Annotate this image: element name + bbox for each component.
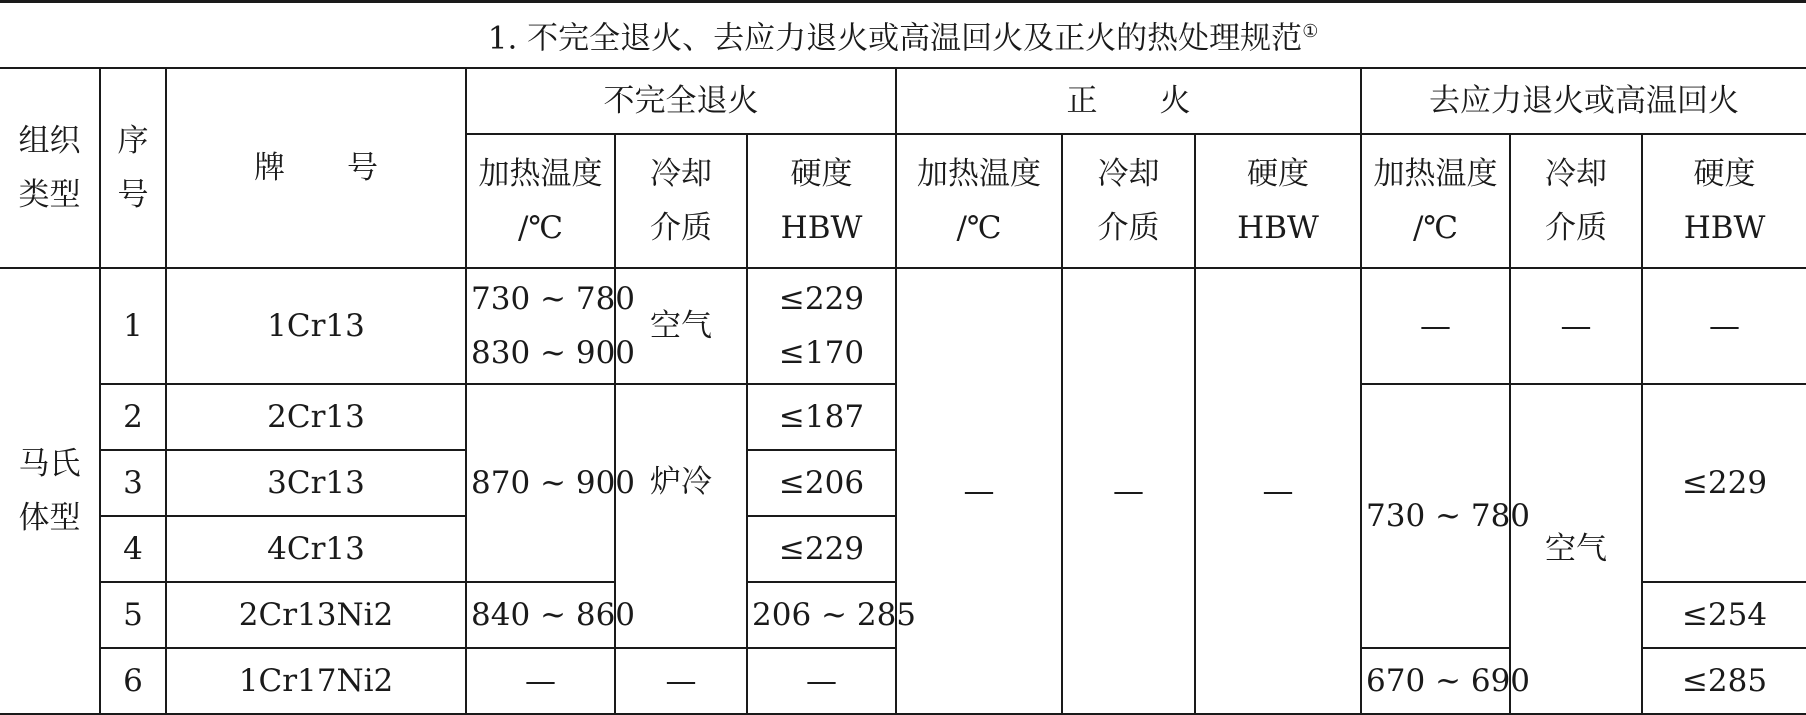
table-caption [0,2,1806,69]
normalize-hard-cell: — [1195,268,1361,714]
anneal-hard-cell: — [747,648,896,714]
header-stress-cool: 冷却 介质 [1510,134,1642,268]
header-normalize-hard: 硬度 HBW [1195,134,1361,268]
anneal-cool-cell: 炉冷 [615,384,747,648]
header-anneal-cool: 冷却 介质 [615,134,747,268]
header-group-stress: 去应力退火或高温回火 [1361,68,1806,134]
header-anneal-temp: 加热温度 /℃ [466,134,615,268]
header-normalize-temp: 加热温度 /℃ [896,134,1062,268]
header-stress-temp: 加热温度 /℃ [1361,134,1510,268]
stress-temp-cell: — [1361,268,1510,384]
anneal-temp-cell: 840 ~ 860 [466,582,615,648]
stress-hard-cell: — [1642,268,1806,384]
stress-temp-cell: 670 ~ 690 [1361,648,1510,714]
stress-temp-cell: 730 ~ 780 [1361,384,1510,648]
anneal-cool-cell: — [615,648,747,714]
header-anneal-hard: 硬度 HBW [747,134,896,268]
header-grade: 牌 号 [166,68,466,268]
header-stress-hard: 硬度 HBW [1642,134,1806,268]
stress-hard-cell: ≤285 [1642,648,1806,714]
normalize-cool-cell: — [1062,268,1195,714]
anneal-temp-cell: 870 ~ 900 [466,384,615,582]
grade-cell: 1Cr13 [166,268,466,384]
grade-cell: 2Cr13 [166,384,466,450]
grade-cell: 2Cr13Ni2 [166,582,466,648]
anneal-hard-cell: ≤206 [747,450,896,516]
anneal-hard-cell: ≤229 [747,516,896,582]
caption-text: 1. 不完全退火、去应力退火或高温回火及正火的热处理规范 [487,20,1303,57]
anneal-hard-cell: ≤229 ≤170 [747,268,896,384]
grade-cell: 4Cr13 [166,516,466,582]
anneal-temp-cell: — [466,648,615,714]
stress-hard-cell: ≤229 [1642,384,1806,582]
seq-cell: 5 [100,582,166,648]
seq-cell: 3 [100,450,166,516]
seq-cell: 2 [100,384,166,450]
anneal-hard-cell: ≤187 [747,384,896,450]
header-group-normalize: 正 火 [896,68,1361,134]
org-type-cell: 马氏 体型 [0,268,100,714]
header-group-anneal: 不完全退火 [466,68,896,134]
normalize-temp-cell: — [896,268,1062,714]
stress-hard-cell: ≤254 [1642,582,1806,648]
anneal-cool-cell: 空气 [615,268,747,384]
seq-cell: 1 [100,268,166,384]
stress-cool-cell: — [1510,268,1642,384]
header-normalize-cool: 冷却 介质 [1062,134,1195,268]
anneal-hard-cell: 206 ~ 285 [747,582,896,648]
seq-cell: 4 [100,516,166,582]
grade-cell: 3Cr13 [166,450,466,516]
header-seq: 序 号 [100,68,166,268]
seq-cell: 6 [100,648,166,714]
grade-cell: 1Cr17Ni2 [166,648,466,714]
stress-cool-cell: 空气 [1510,384,1642,714]
anneal-temp-cell: 730 ~ 780 830 ~ 900 [466,268,615,384]
footnote-mark: ① [1302,20,1319,42]
header-org-type: 组织 类型 [0,68,100,268]
